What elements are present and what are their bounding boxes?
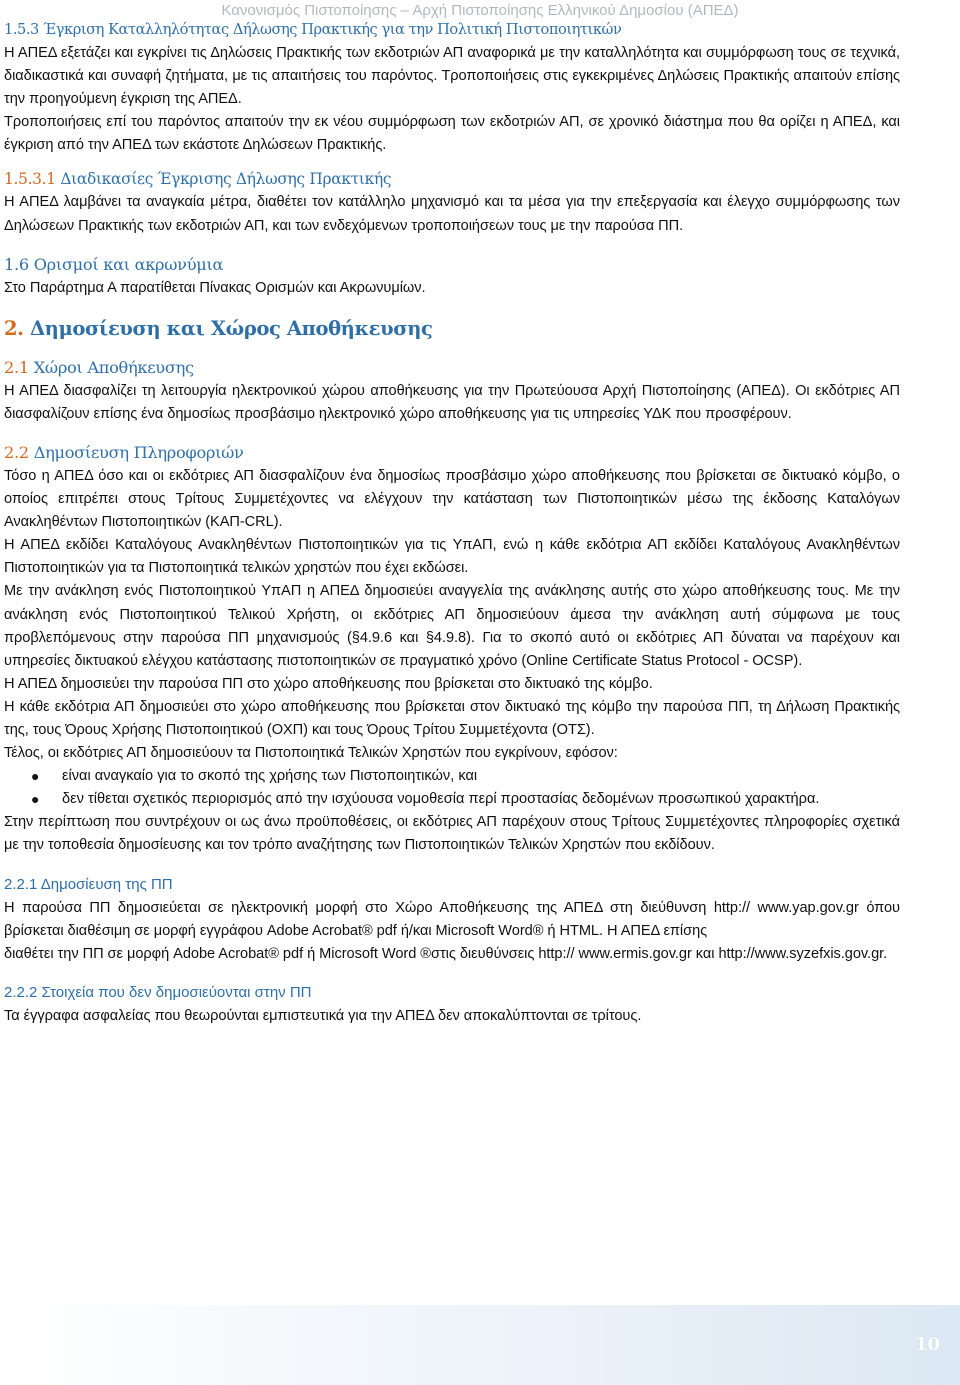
section-2-2-heading [4,441,900,465]
list-item-text: δεν τίθεται σχετικός περιορισμός από την ισχύουσα νομοθεσία περί προστασίας δεδομένων προσωπικού χαρακτήρα. [62,791,820,808]
section-2-2-paragraph-4: Η ΑΠΕΔ δημοσιεύει την παρούσα ΠΠ στο χώρο αποθήκευσης που βρίσκεται στο δικτυακό της κόμβο. [4,675,653,692]
section-1-5-3-paragraph-2: Τροποποιήσεις επί του παρόντος απαιτούν την εκ νέου συμμόρφωση των εκδοτριών ΑΠ, σε χρονικό διάστημα που θα ορίζει η ΑΠΕΔ, και έγκριση από την ΑΠΕΔ των εκάστοτε Δηλώσεων Πρακτικής. [4,114,900,154]
section-2-1-heading [4,356,900,380]
section-2-2-1-heading: 2.2.1 Δημοσίευση της ΠΠ [4,875,173,893]
section-2-2-number: 2.2 [4,442,34,462]
section-2-2-paragraph-2: Η ΑΠΕΔ εκδίδει Καταλόγους Ανακληθέντων Πιστοποιητικών για τις ΥπΑΠ, ενώ η κάθε εκδότρια ΑΠ εκδίδει Καταλόγους Ανακληθέντων Πιστοποιητικών για τα Πιστοποιητικά τελικών χρηστών που έχει εκδώσει. [4,537,900,577]
section-2-2-paragraph-3: Με την ανάκληση ενός Πιστοποιητικού ΥπΑΠ η ΑΠΕΔ δημοσιεύει αναγγελία της ανάκλησης αυτής στο χώρο αποθήκευσης τους. Με την ανάκληση ενός Πιστοποιητικού Τελικού Χρήστη, οι εκδότριες ΑΠ δημοσιεύουν άμεσα την ανάκληση αυτή σύμφωνα με τους προβλεπόμενους στην παρούσα ΠΠ μηχανισμούς (§4.9.6 και §4.9.8). Για το σκοπό αυτό οι εκδότριες ΑΠ δύναται να παρέχουν και υπηρεσίες δικτυακού ελέγχου κατάστασης πιστοποιητικών σε πραγματικό χρόνο (Online Certificate Status Protocol - OCSP). [4,583,900,669]
section-1-6-paragraph-1: Στο Παράρτημα Α παρατίθεται Πίνακας Ορισμών και Ακρωνυμίων. [4,279,426,296]
section-2-1-paragraph-1: Η ΑΠΕΔ διασφαλίζει τη λειτουργία ηλεκτρονικού χώρου αποθήκευσης για την Πρωτεύουσα Αρχή Πιστοποίησης (ΑΠΕΔ). Οι εκδότριες ΑΠ διασφαλίζουν επίσης ένα δημοσίως προσβάσιμο ηλεκτρονικό χώρο αποθήκευσης για τις υπηρεσίες ΥΔΚ που προσφέρουν. [4,382,900,422]
section-2-2-paragraph-1: Τόσο η ΑΠΕΔ όσο και οι εκδότριες ΑΠ διασφαλίζουν ένα δημοσίως προσβάσιμο χώρο αποθήκευσης που βρίσκεται σε δικτυακό κόμβο, ο οποίος επιτρέπει στους Τρίτους Συμμετέχοντες να ελέγχουν την κατάσταση των Πιστοποιητικών μέσω της έκδοσης Καταλόγων Ανακληθέντων Πιστοποιητικών (ΚΑΠ-CRL). [4,467,900,531]
footer-band [0,1305,960,1385]
section-1-5-3-1-number: 1.5.3.1 [4,170,61,189]
section-1-5-3-heading: 1.5.3 Έγκριση Καταλληλότητας Δήλωσης Πρακτικής για την Πολιτική Πιστοποιητικών [4,21,622,38]
bullet-icon: ● [31,768,40,785]
section-2-2-paragraph-6: Τέλος, οι εκδότριες ΑΠ δημοσιεύουν τα Πιστοποιητικά Τελικών Χρηστών που εγκρίνουν, εφόσον: [4,745,618,762]
section-1-5-3-1-title: Διαδικασίες Έγκρισης Δήλωσης Πρακτικής [60,170,392,189]
list-item [31,788,900,811]
section-2-2-2-paragraph-1: Τα έγγραφα ασφαλείας που θεωρούνται εμπιστευτικά για την ΑΠΕΔ δεν αποκαλύπτονται σε τρίτους. [4,1007,642,1024]
document-body [4,18,900,1028]
section-1-5-3-1-paragraph-1: Η ΑΠΕΔ λαμβάνει τα αναγκαία μέτρα, διαθέτει τον κατάλληλο μηχανισμό και τα μέσα για την επεξεργασία και έλεγχο συμμόρφωσης των Δηλώσεων Πρακτικής των εκδοτριών ΑΠ, και των ενδεχόμενων τροποποιήσεων τους με την παρούσα ΠΠ. [4,194,900,234]
section-1-5-3-1-heading [4,167,900,191]
section-1-6-number: 1.6 [4,254,34,274]
section-2-heading [4,315,900,343]
section-1-6-title: Ορισμοί και ακρωνύμια [33,254,224,274]
section-2-1-number: 2.1 [4,357,34,377]
page-number: 10 [914,1334,940,1355]
section-2-2-paragraph-7: Στην περίπτωση που συντρέχουν οι ως άνω προϋποθέσεις, οι εκδότριες ΑΠ παρέχουν στους Τρίτους Συμμετέχοντες πληροφορίες σχετικά με την τοποθεσία δημοσίευσης και τον τρόπο αναζήτησης των Πιστοποιητικών Τελικών Χρηστών που εκδίδουν. [4,814,900,854]
section-2-number: 2. [4,316,30,340]
bullet-icon: ● [31,791,40,808]
section-1-6-heading [4,253,900,277]
section-2-title: Δημοσίευση και Χώρος Αποθήκευσης [29,316,433,340]
section-1-5-3-paragraph-1: Η ΑΠΕΔ εξετάζει και εγκρίνει τις Δηλώσεις Πρακτικής των εκδοτριών ΑΠ αναφορικά με την καταλληλότητα και συμμόρφωση τους σε τεχνικά, διαδικαστικά και συναφή ζητήματα, με τις απαιτήσεις του παρόντος. Τροποποιήσεις στις εγκεκριμένες Δηλώσεις Πρακτικής απαιτούν επίσης την προηγούμενη έγκριση της ΑΠΕΔ. [4,45,900,108]
list-item [31,765,900,788]
section-2-2-paragraph-5: Η κάθε εκδότρια ΑΠ δημοσιεύει στο χώρο αποθήκευσης που βρίσκεται στον δικτυακό της κόμβο την παρούσα ΠΠ, τη Δήλωση Πρακτικής της, τους Όρους Χρήσης Πιστοποιητικού (ΟΧΠ) και τους Όρους Τρίτου Συμμετέχοντα (ΟΤΣ). [4,698,900,738]
publication-conditions-list [4,765,900,811]
section-2-2-1-paragraph-1: Η παρούσα ΠΠ δημοσιεύεται σε ηλεκτρονική μορφή στο Χώρο Αποθήκευσης της ΑΠΕΔ στη διεύθυνση http:// www.yap.gov.gr όπου βρίσκεται διαθέσιμη σε μορφή εγγράφου Adobe Acrobat® pdf ή/και Microsoft Word® ή HTML. Η ΑΠΕΔ επίσης [4,899,900,939]
section-2-2-1-paragraph-2: διαθέτει την ΠΠ σε μορφή Adobe Acrobat® pdf ή Microsoft Word ®στις διευθύνσεις http:// www.ermis.gov.gr και http://www.syzefxis.gov.gr. [4,945,888,962]
section-2-1-title: Χώροι Αποθήκευσης [33,357,194,377]
list-item-text: είναι αναγκαίο για το σκοπό της χρήσης των Πιστοποιητικών, και [62,768,478,785]
section-2-2-2-heading: 2.2.2 Στοιχεία που δεν δημοσιεύονται στην ΠΠ [4,983,312,1001]
section-2-2-title: Δημοσίευση Πληροφοριών [33,442,244,462]
running-header: Κανονισμός Πιστοποίησης – Αρχή Πιστοποίησης Ελληνικού Δημοσίου (ΑΠΕΔ) [221,2,739,19]
